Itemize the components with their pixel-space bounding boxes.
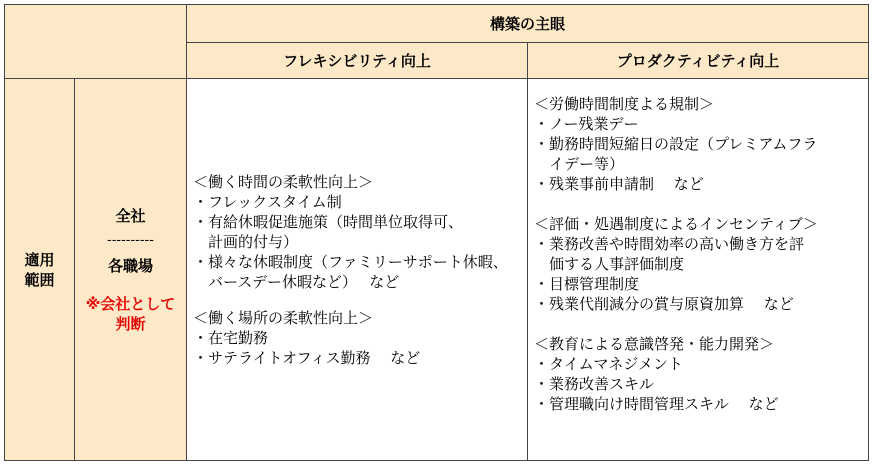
list-item: ・在宅勤務 (193, 328, 269, 347)
header-col-flexibility (186, 42, 528, 79)
list-item: ・サテライトオフィス勤務 など (193, 348, 421, 367)
flex-group-place-heading: ＜働く場所の柔軟性向上＞ (193, 308, 374, 327)
prod-group-incentive (534, 214, 862, 314)
scope-company: 全社 (115, 206, 146, 225)
list-item: ・残業事前申請制 など (534, 175, 704, 193)
flex-group-time-heading: ＜働く時間の柔軟性向上＞ (193, 172, 374, 191)
scope-workplace: 各職場 (107, 256, 153, 275)
productivity-cell (527, 78, 869, 461)
header-col-productivity (527, 42, 869, 79)
scope-label-line2: 範囲 (24, 270, 55, 289)
flex-group-place (193, 308, 508, 368)
scope-divider: ---------- (107, 232, 154, 248)
col-productivity-title: プロダクティビティ向上 (616, 51, 780, 70)
list-item: ・様々な休暇制度（ファミリーサポート休暇、 (193, 252, 508, 271)
productivity-content (528, 94, 868, 414)
prod-group-education (534, 334, 862, 414)
list-item: ・業務改善や時間効率の高い働き方を評 (534, 235, 805, 253)
list-item: ・有給休暇促進施策（時間単位取得可、 (193, 212, 464, 231)
scope-note-line1: ※会社として (85, 294, 176, 313)
prod-group-education-heading: ＜教育による意識啓発・能力開発＞ (534, 335, 775, 353)
list-item: ・フレックスタイム制 (193, 192, 342, 211)
list-item: ・残業代削減分の賞与原資加算 など (534, 295, 794, 313)
list-item: ・ノー残業デー (534, 115, 639, 133)
flexibility-cell (186, 78, 528, 461)
list-item: 価する人事評価制度 (534, 255, 685, 273)
scope-label-line1: 適用 (24, 250, 55, 269)
list-item: ・業務改善スキル (534, 375, 654, 393)
header-corner (4, 4, 187, 79)
list-item: イデー等） (534, 155, 625, 173)
header-main-title (186, 4, 869, 43)
flex-group-time (193, 172, 508, 292)
list-item: バースデー休暇など） など (193, 272, 400, 291)
prod-group-regulation-heading: ＜労働時間制度よる規制＞ (534, 95, 715, 113)
list-item: ・目標管理制度 (534, 275, 640, 293)
list-item: 計画的付与） (193, 232, 299, 251)
list-item: ・勤務時間短縮日の設定（プレミアムフラ (534, 135, 818, 153)
col-flexibility-title: フレキシビリティ向上 (283, 51, 431, 70)
list-item: ・管理職向け時間管理スキル など (534, 395, 779, 413)
list-item: ・タイムマネジメント (534, 355, 683, 373)
scope-label-cell (4, 78, 75, 461)
prod-group-regulation (534, 94, 862, 194)
main-title-text: 構築の主眼 (489, 14, 565, 33)
scope-values-cell (74, 78, 187, 461)
flexibility-content (187, 172, 514, 368)
prod-group-incentive-heading: ＜評価・処遇制度によるインセンティブ＞ (534, 215, 818, 233)
scope-note-line2: 判断 (115, 314, 146, 333)
